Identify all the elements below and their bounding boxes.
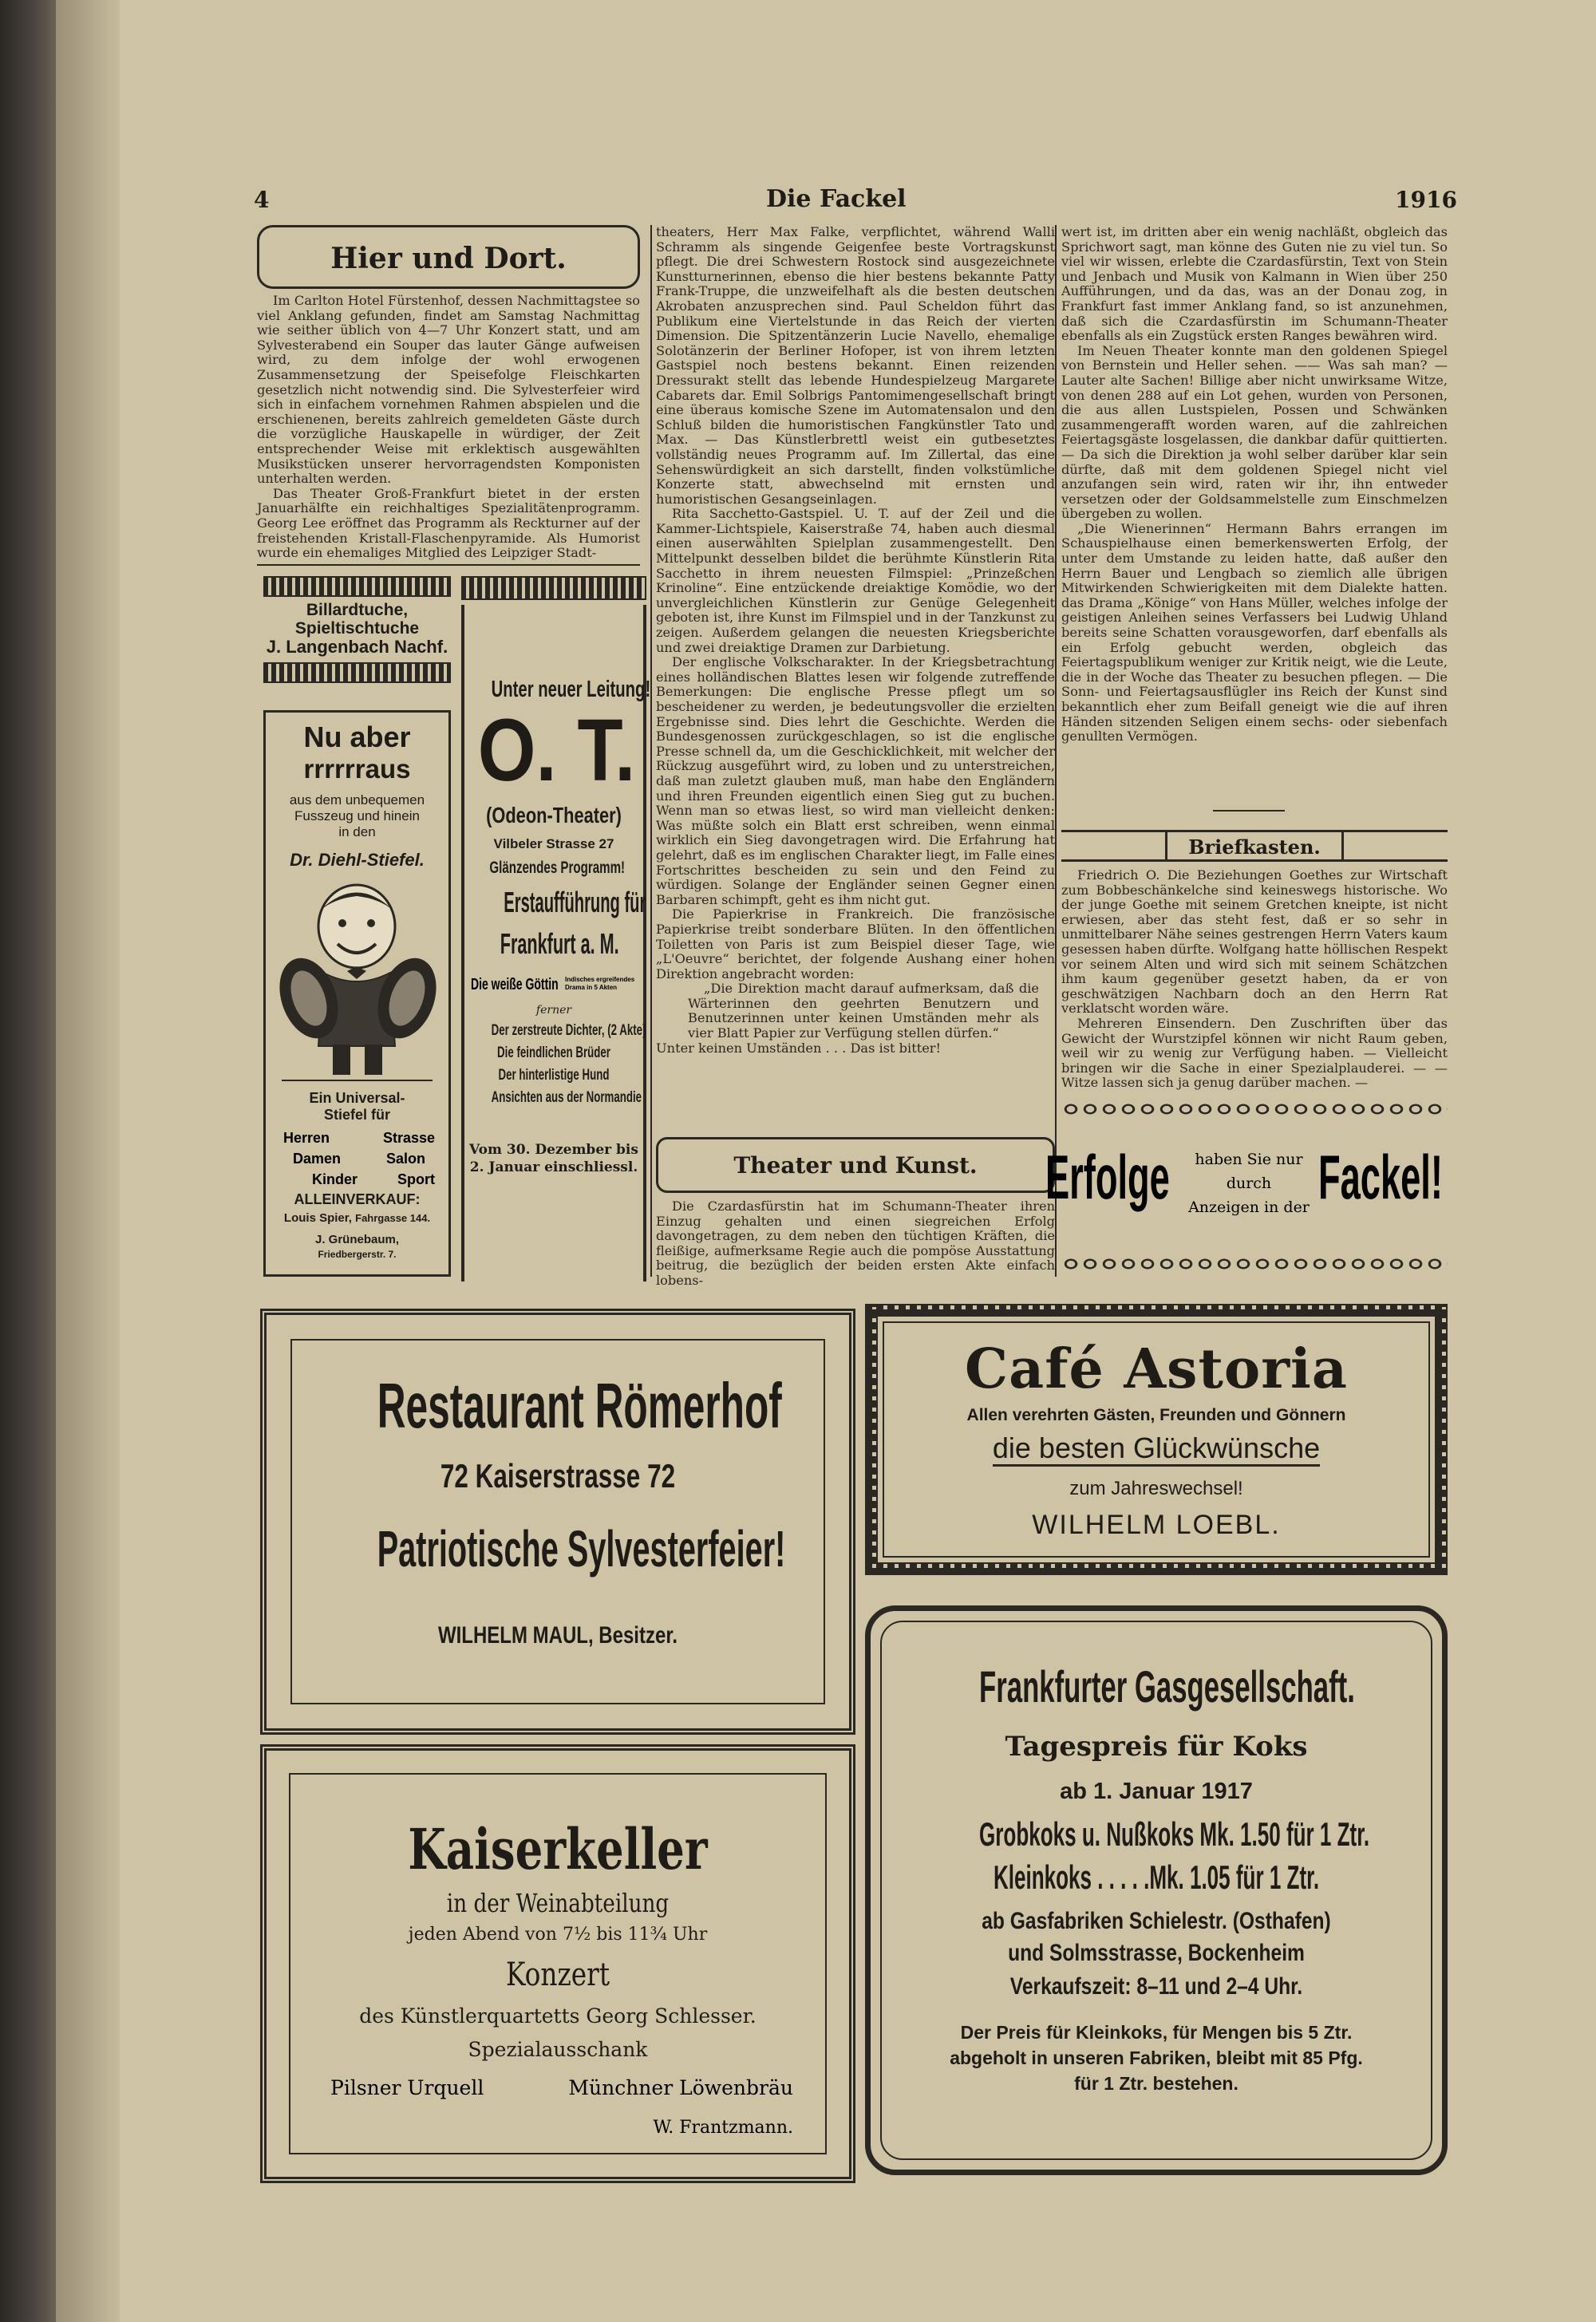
- ad-big-title: O. T.: [477, 701, 636, 800]
- ornament-chain: [1061, 1254, 1448, 1274]
- ad-categories: [283, 1127, 435, 1190]
- ad-line: in den: [338, 824, 376, 839]
- seller-address: Friedbergerstr. 7.: [318, 1249, 397, 1260]
- divider: [1213, 810, 1285, 812]
- ad-line: Ein Universal-: [309, 1090, 405, 1106]
- ornament-bar: [461, 576, 646, 600]
- paragraph: Die Czardasfürstin hat im Schumann-Theater ihren Einzug gehalten und einen siegreichen Erfolg davongetragen, zu dem neben den tüchtigen Kräften, die fleißige, aufmerksame Regie auch die pompöse Ausstattung beitrug, die bezüglich der beiden ersten Akte einfach lobens-: [656, 1199, 1055, 1288]
- ad-kaiserkeller: [260, 1744, 855, 2183]
- page-number: 4: [254, 187, 270, 213]
- ornament-bar: [263, 576, 451, 597]
- ad-line: durch: [1226, 1175, 1272, 1192]
- category-row: [283, 1169, 435, 1190]
- article-col3: [1061, 225, 1448, 800]
- ad-dates: [464, 1141, 643, 1176]
- ad-title: Frankfurter Gasgesellschaft.: [979, 1661, 1355, 1712]
- ad-film-main: [471, 976, 638, 994]
- section-heading-briefkasten: Briefkasten.: [1188, 835, 1321, 859]
- ad-line: Spieltischtuche: [294, 619, 420, 638]
- ad-word-left: Erfolge: [1045, 1142, 1170, 1212]
- film-title: Ansichten aus der Normandie: [491, 1089, 642, 1106]
- ad-line: Der Preis für Kleinkoks, für Mengen bis 5 Ztr.: [960, 2022, 1353, 2043]
- ad-price-line: Grobkoks u. Nußkoks Mk. 1.50 für 1 Ztr.: [979, 1815, 1370, 1853]
- ad-line: ab Gasfabriken Schielestr. (Osthafen): [982, 1908, 1331, 1934]
- ad-theater-name: (Odeon-Theater): [486, 803, 622, 827]
- ad-footnote: [871, 2020, 1442, 2096]
- ad-program: Glänzendes Programm!: [489, 859, 626, 877]
- ad-line: haben Sie nur: [1195, 1151, 1303, 1168]
- category: Herren: [283, 1130, 330, 1146]
- divider: [282, 1080, 433, 1081]
- category: Sport: [397, 1171, 435, 1187]
- section-heading-hier-und-dort: Hier und Dort.: [330, 242, 567, 275]
- ad-beer: Münchner Löwenbräu: [568, 2076, 793, 2099]
- film-title: Der zerstreute Dichter, (2 Akte): [491, 1022, 646, 1039]
- ad-billard: [263, 601, 451, 656]
- paragraph: Der englische Volkscharakter. In der Kriegsbetrachtung eines holländischen Blattes lesen wir folgende zutreffende Bemerkungen: Die englische Presse pflegt um so bescheidener zu werden, je bedeutungsvoller die erzielten Ergebnisse sind. Dies lehrt die Geschichte. Werden die Bundesgenossen zurückgeschlagen, so ist die englische Presse schnell da, um die Geschicklichkeit, mit welcher der Rückzug ausgeführt wird, zu loben und zu unterstreichen, daß man zuletzt glauben muß, man habe den Engländern und ihren Freunden eigentlich einen Sieg gut zu buchen. Wenn man so etwas liest, so wird man vielleicht denken: Was müßte solch ein Blatt erst schreiben, wenn einmal wirklich ein Sieg davongetragen wird. Die Erfahrung hat gelehrt, daß es im englischen Charakter liegt, im Falle eines Fortschrittes bescheiden zu sein und den Feind zu würdigen. Solange der Engländer seinen Gegner einen Barbaren schimpft, geht es ihm nicht gut.: [656, 654, 1055, 907]
- ad-title: Restaurant Römerhof: [377, 1370, 782, 1441]
- ad-line: ab 1. Januar 1917: [1060, 1779, 1253, 1804]
- paragraph: Die Papierkrise in Frankreich. Die französische Papierkrise treibt sonderbare Blüten. In den öffentlichen Toiletten von Paris ist zum Beispiel dieser Tage, wie „L'Oeuvre“ berichtet, der folgende Aushang einer hohen Direktion angebracht worden:: [656, 906, 1055, 981]
- category-row: [283, 1127, 435, 1148]
- ad-line: zum Jahreswechsel!: [1069, 1478, 1243, 1499]
- category: Salon: [385, 1151, 425, 1167]
- ad-beer: Pilsner Urquell: [330, 2076, 484, 2099]
- paragraph: wert ist, im dritten aber ein wenig nachläßt, obgleich das Sprichwort sagt, man könne des Guten nie zu viel tun. So viel wir wissen, erlebte die Czardasfürstin, Text von Stein und Jenbach und Musik von Kalmann in Wien über 250 Aufführungen, und da das, was an der Donau zog, in Frankfurt fast immer Anklang fand, so ist anzunehmen, daß sich die Czardasfürstin im Schumann-Theater ebenfalls als ein Zugstück ersten Ranges bewähren wird.: [1061, 224, 1448, 344]
- page-gutter-shadow: [56, 0, 120, 2322]
- film-title: Die feindlichen Brüder: [497, 1045, 610, 1061]
- section-heading-theater: Theater und Kunst.: [733, 1152, 978, 1179]
- article-briefkasten: [1061, 868, 1448, 1108]
- ad-seller-1: [266, 1211, 448, 1225]
- book-spine: [0, 0, 56, 2322]
- ad-diehl-stiefel: [263, 710, 451, 1277]
- ad-line: Spezialausschank: [468, 2038, 648, 2061]
- heading-box: [1165, 830, 1344, 862]
- ornament-chain: [1061, 1100, 1448, 1119]
- ad-word-right: Fackel!: [1318, 1142, 1443, 1212]
- ad-line-wrap: [865, 1432, 1448, 1465]
- divider: [257, 564, 640, 566]
- ad-line: und Solmsstrasse, Bockenheim: [1008, 1940, 1305, 1966]
- paragraph: „Die Wienerinnen“ Hermann Bahrs errangen im Schauspielhause einen bemerkenswerten Erfolg, der unter dem Umstande zu leiden hatte, daß außer den Herrn Bauer und Lengbach so ziemlich alle übrigen Mitwirkenden Schwierigkeiten mit dem Dialekte hatten. das Drama „Könige“ von Hans Müller, welches infolge der geistigen Anleihen seines Verfassers bei Ludwig Uhland bereits seine Schatten vorausgeworfen, darf ebenfalls als ein Erfolg gebucht werden, obgleich das Feiertagspublikum weniger zur Kritik neigt, wie die Leute, die in der Woche das Theater zu besuchen pflegen. — Die Sonn- und Feiertagsausflügler ins Reich der Kunst sind bekanntlich eher zum Beifall geneigt wie die auf ihren Händen sitzenden Seligen einem sechs- oder siebenfach genullten Vermögen.: [1061, 520, 1448, 744]
- paragraph: Rita Sacchetto-Gastspiel. U. T. auf der Zeil und die Kammer-Lichtspiele, Kaiserstraße 74, haben auch diesmal einen auserwählten Spielplan zusammengestellt. Den Mittelpunkt desselben bildet die berühmte Künstlerin Rita Sacchetto in ihrem neuesten Filmspiel: „Prinzeßchen Krinoline“. Eine entzückende dreiaktige Komödie, wo der unvergleichlichen Künstlerin zur Genüge Gelegenheit geboten ist, ihre Kunst im Filmspiel und in der Tanzkunst zu zeigen. Außerdem gelangen die neuesten Kriegsberichte und zwei dreiaktige Dramen zur Darbietung.: [656, 506, 1055, 655]
- ad-erfolge: [1045, 1127, 1448, 1270]
- page-year: 1916: [1395, 187, 1457, 213]
- date-line: 2. Januar einschliessl.: [469, 1159, 638, 1175]
- paragraph: Im Neuen Theater konnte man den goldenen Spiegel von Bernstein und Heller sehen. —— Was sah man? — Lauter alte Sachen! Billige aber nicht unwirksame Witze, von denen 288 auf ein Lot gehen, wurden von Personen, die aus allen Lustspielen, Possen und Schwänken zusammengerafft worden waren, auf die zahlreichen Feiertagsgäste losgelassen, die dankbar dafür quittierten. — Da sich die Direktion ja wohl selber darüber klar sein dürfte, daß mit dem goldenen Spiegel nicht viel anzufangen sein wird, raten wir ihr, ihn entweder versetzen oder der Goldsammelstelle zum Einschmelzen übergeben zu wollen.: [1061, 342, 1448, 522]
- ad-line: für 1 Ztr. bestehen.: [1074, 2073, 1238, 2094]
- article-col2: [656, 225, 1055, 1135]
- column-rule: [1055, 225, 1057, 1277]
- film-title: Der hinterlistige Hund: [498, 1067, 610, 1084]
- ad-line: J. Langenbach Nachf.: [266, 637, 448, 657]
- ad-title: Nu aber: [303, 721, 411, 753]
- ad-owner: W. Frantzmann.: [653, 2118, 793, 2138]
- boy-with-boots-illustration: [275, 879, 439, 1078]
- section-heading-frame: [257, 225, 640, 289]
- checker-border: [865, 1562, 1448, 1575]
- film-title: Die weiße Göttin: [471, 976, 559, 993]
- ad-price-line: Kleinkoks . . . . .Mk. 1.05 für 1 Ztr.: [993, 1858, 1320, 1896]
- paragraph: Unter keinen Umständen . . . Das ist bitter!: [656, 1040, 942, 1056]
- ad-event: Patriotische Sylvesterfeier!: [377, 1520, 786, 1578]
- ad-title: rrrrrraus: [303, 754, 411, 784]
- ad-address: 72 Kaiserstrasse 72: [440, 1457, 676, 1495]
- ad-address: Vilbeler Strasse 27: [493, 836, 614, 851]
- ad-line: Tagespreis für Koks: [1005, 1731, 1308, 1763]
- ad-premiere: Erstaufführung für: [504, 886, 646, 918]
- paragraph: Friedrich O. Die Beziehungen Goethes zur Wirtschaft zum Bobbeschänkelche sind keineswegs historische. Wo der junge Goethe mit seinem Gretchen kneipte, ist nicht erwiesen, aber das steht fest, daß er so sehr in unmittelbarer Nähe seines gestrengen Herrn Vaters kaum gesessen haben dürfte. Wolfgang hatte höllischen Respekt vor seinem Alten und wird sich mit seinem Schätzchen ihm kaum gegenüber gesetzt haben, da er von geschwätzigen Nachbarn doch an den Herrn Rat verklatscht worden wäre.: [1061, 867, 1448, 1017]
- seller-name: J. Grünebaum,: [314, 1233, 400, 1246]
- ad-premiere: Frankfurt a. M.: [500, 927, 619, 960]
- ornament-bar: [263, 662, 451, 683]
- ad-title: Kaiserkeller: [408, 1816, 708, 1882]
- section-heading-frame: [656, 1137, 1055, 1193]
- paragraph: theaters, Herr Max Falke, verpflichtet, während Walli Schramm als singende Geigenfee beste Vortragskunst pflegt. Die drei Schwestern Rostock sind ausgezeichnete Kunstturnerinnen, ebenso die hier bestens bekannte Patty Frank-Truppe, die unzweifelhaft als die besten deutschen Akrobaten anzusprechen sind. Paul Scheldon führt das Publikum eine Viertelstunde in das Reich der vierten Dimension. Die Spitzentänzerin Lucie Navello, ehemalige Solotänzerin der Berliner Hofoper, ist von ihrem letzten Gastspiel noch bestens bekannt. Einen reizenden Dressurakt stellt das lebende Hundespielzeug Margarete Cabarets dar. Emil Solbrigs Pantomimengesellschaft bringt eine überaus komische Szene im Automatensalon und den Schluß bilden die humoristischen Fangkünstler Tato und Max. — Das Künstlerbrettl weist ein gutbesetztes vollständig neues Programm auf. Im Zillertal, das eine Sehenswürdigkeit an sich darstellt, finden volkstümliche Konzerte statt, abwechselnd mit ernsten und humoristischen Gesangseinlagen.: [656, 224, 1055, 507]
- column-rule: [650, 225, 652, 1277]
- ad-line: Fusszeug und hinein: [294, 808, 420, 823]
- paragraph: Das Theater Groß-Frankfurt bietet in der ersten Januarhälfte ein reichhaltiges Spezialitätenprogramm. Georg Lee eröffnet das Programm als Reckturner auf der freistehenden Kristall-Flaschenpyramide. Als Humorist wurde ein ehemaliges Mitglied des Leipziger Stadt-: [257, 485, 640, 561]
- date-line: Vom 30. Dezember bis: [469, 1142, 638, 1158]
- ad-line: des Künstlerquartetts Georg Schlesser.: [359, 2004, 757, 2028]
- ad-line: Billardtuche,: [306, 601, 409, 619]
- masthead-title: Die Fackel: [766, 185, 907, 213]
- seller-address: Fahrgasse 144.: [355, 1212, 431, 1224]
- ad-middle-text: [1181, 1147, 1317, 1219]
- ad-line: abgeholt in unseren Fabriken, bleibt mit 85 Pfg.: [950, 2048, 1363, 2068]
- quote: „Die Direktion macht darauf aufmerksam, daß die Wärterinnen den geehrten Benutzern und Benutzerinnen unter keinen Umständen mehr als vier Blatt Papier zur Verfügung stellen dürfen.“: [688, 981, 1039, 1041]
- ad-line: Anzeigen in der: [1188, 1199, 1310, 1216]
- checker-border: [865, 1304, 1448, 1317]
- film-note: [565, 976, 634, 992]
- article-hier-und-dort: [257, 294, 640, 561]
- note-line: Drama in 5 Akten: [565, 984, 618, 991]
- note-line: Indisches ergreifendes: [565, 976, 635, 983]
- briefkasten-heading-bar: [1061, 830, 1448, 862]
- ad-intro: Unter neuer Leitung!: [491, 677, 651, 702]
- ad-owner: WILHELM MAUL, Besitzer.: [437, 1622, 678, 1649]
- ad-line: Allen verehrten Gästen, Freunden und Gönnern: [966, 1406, 1346, 1424]
- ad-line: in der Weinabteilung: [446, 1888, 670, 1918]
- ad-film-list: [464, 1020, 646, 1109]
- ad-restaurant-roemerhof: [260, 1309, 855, 1735]
- category: Strasse: [382, 1130, 435, 1146]
- ad-line: Verkaufszeit: 8–11 und 2–4 Uhr.: [1009, 1973, 1303, 2000]
- ad-brand: Dr. Diehl-Stiefel.: [290, 850, 425, 870]
- paragraph: Im Carlton Hotel Fürstenhof, dessen Nachmittagstee so viel Anklang gefunden, findet am Samstag Nachmittag wie seither üblich von 4—7 Uhr Konzert statt, und am Sylvesterabend ein Souper das lauter Gänge aufweisen wird, zu dem infolge der wohl erwogenen Zusammensetzung der Speisefolge Fleischkarten gesetzlich nicht notwendig sind. Die Sylvesterfeier wird sich in einfachem vornehmen Rahmen abspielen und die erschienenen, bereits zahlreich gemeldeten Gäste durch die vorzügliche Hauskapelle in würdiger, der Zeit entsprechender Weise mit erklektisch ausgewählten Musikstücken unserer hervorragendsten Komponisten unterhalten werden.: [257, 293, 640, 487]
- ad-ferner: ferner: [535, 1004, 572, 1017]
- ad-line: die besten Glückwünsche: [993, 1432, 1320, 1467]
- ad-gasgesellschaft: [865, 1605, 1448, 2175]
- category: Damen: [293, 1151, 342, 1167]
- ad-universal: [266, 1090, 448, 1123]
- ad-odeon-theater: [461, 605, 651, 1281]
- category: Kinder: [312, 1171, 358, 1187]
- ad-owner: WILHELM LOEBL.: [1032, 1510, 1281, 1540]
- ad-line: jeden Abend von 7½ bis 11¾ Uhr: [408, 1925, 708, 1945]
- seller-name: Louis Spier,: [283, 1211, 352, 1225]
- ad-title: Café Astoria: [965, 1337, 1348, 1401]
- ad-line: Stiefel für: [323, 1107, 390, 1123]
- ad-cafe-astoria: [865, 1304, 1448, 1575]
- category-row: [283, 1148, 435, 1169]
- article-theater: [656, 1199, 1055, 1288]
- ad-line: Konzert: [505, 1957, 610, 1993]
- ad-subtitle: [266, 792, 448, 840]
- ad-seller-heading: ALLEINVERKAUF:: [294, 1191, 421, 1207]
- ad-line: aus dem unbequemen: [289, 792, 425, 808]
- paragraph: Mehreren Einsendern. Den Zuschriften über das Gewicht der Wurstzipfel können wir nicht Raum geben, weil wir zu wenig zur Verfügung haben. — Vielleicht bringen wir die Sache in einer Spezialplauderei. — — Witze lassen sich ja genug darüber machen. —: [1061, 1015, 1448, 1091]
